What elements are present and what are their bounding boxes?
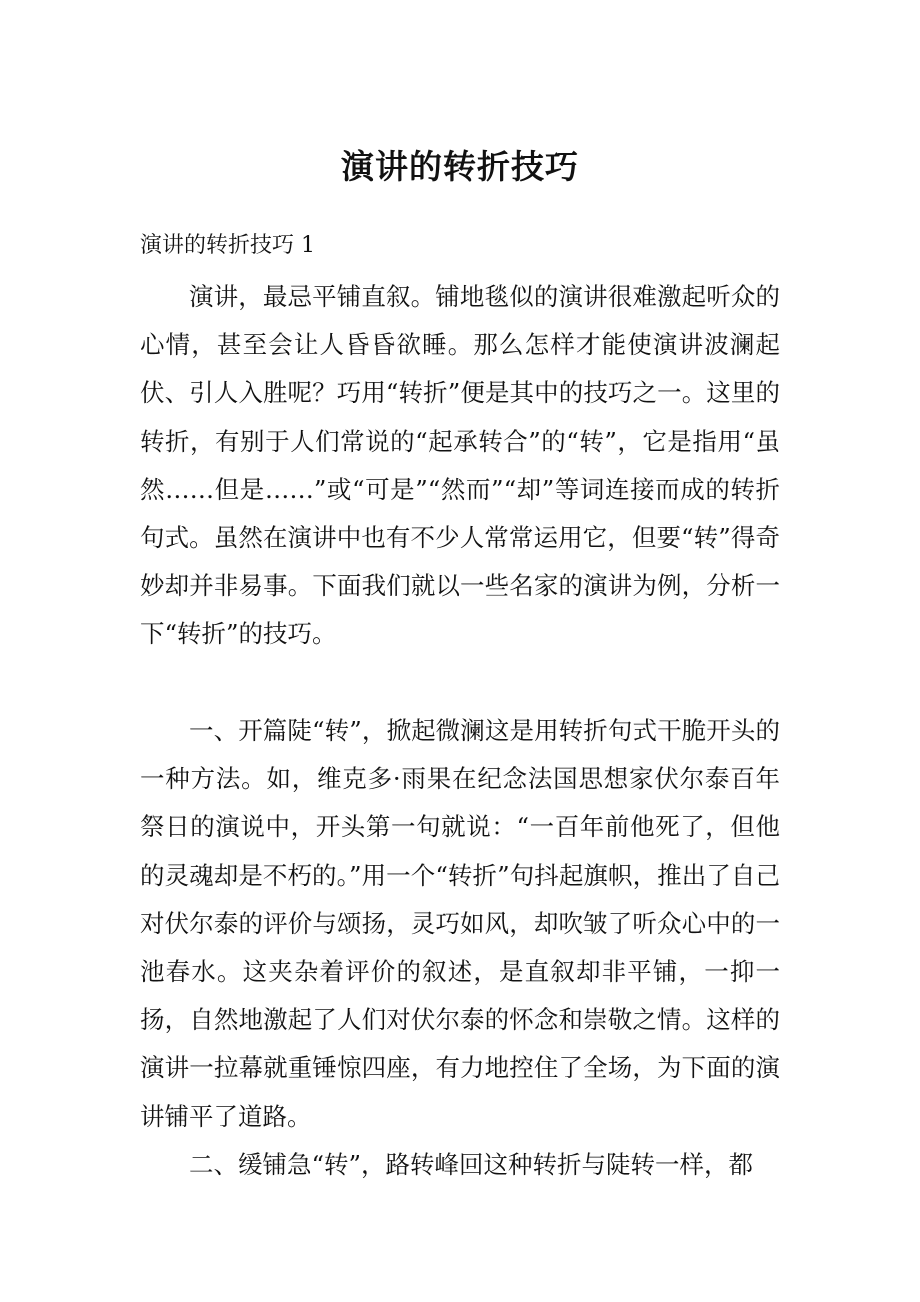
document-title: 演讲的转折技巧 — [341, 147, 579, 186]
paragraph-intro: 演讲，最忌平铺直叙。铺地毯似的演讲很难激起听众的心情，甚至会让人昏昏欲睡。那么怎样才能使演讲波澜起伏、引人入胜呢？巧用“转折”便是其中的技巧之一。这里的转折，有别于人们常说的“起承转合”的“转”，它是指用“虽然……但是……”或“可是”“然而”“却”等词连接而成的转折句式。虽然在演讲中也有不少人常常运用它，但要“转”得奇妙却并非易事。下面我们就以一些名家的演讲为例，分析一下“转折”的技巧。 — [140, 282, 780, 649]
section-heading: 演讲的转折技巧 1 — [140, 233, 315, 258]
paragraph-technique-two: 二、缓铺急“转”，路转峰回这种转折与陡转一样，都 — [189, 1150, 754, 1179]
paragraph-technique-one: 一、开篇陡“转”，掀起微澜这是用转折句式干脆开头的一种方法。如，维克多·雨果在纪念法国思想家伏尔泰百年祭日的演说中，开头第一句就说：“一百年前他死了，但他的灵魂却是不朽的。”用一个“转折”句抖起旗帜，推出了自己对伏尔泰的评价与颂扬，灵巧如风，却吹皱了听众心中的一池春水。这夹杂着评价的叙述，是直叙却非平铺，一抑一扬，自然地激起了人们对伏尔泰的怀念和崇敬之情。这样的演讲一拉幕就重锤惊四座，有力地控住了全场，为下面的演讲铺平了道路。 — [140, 716, 780, 1131]
